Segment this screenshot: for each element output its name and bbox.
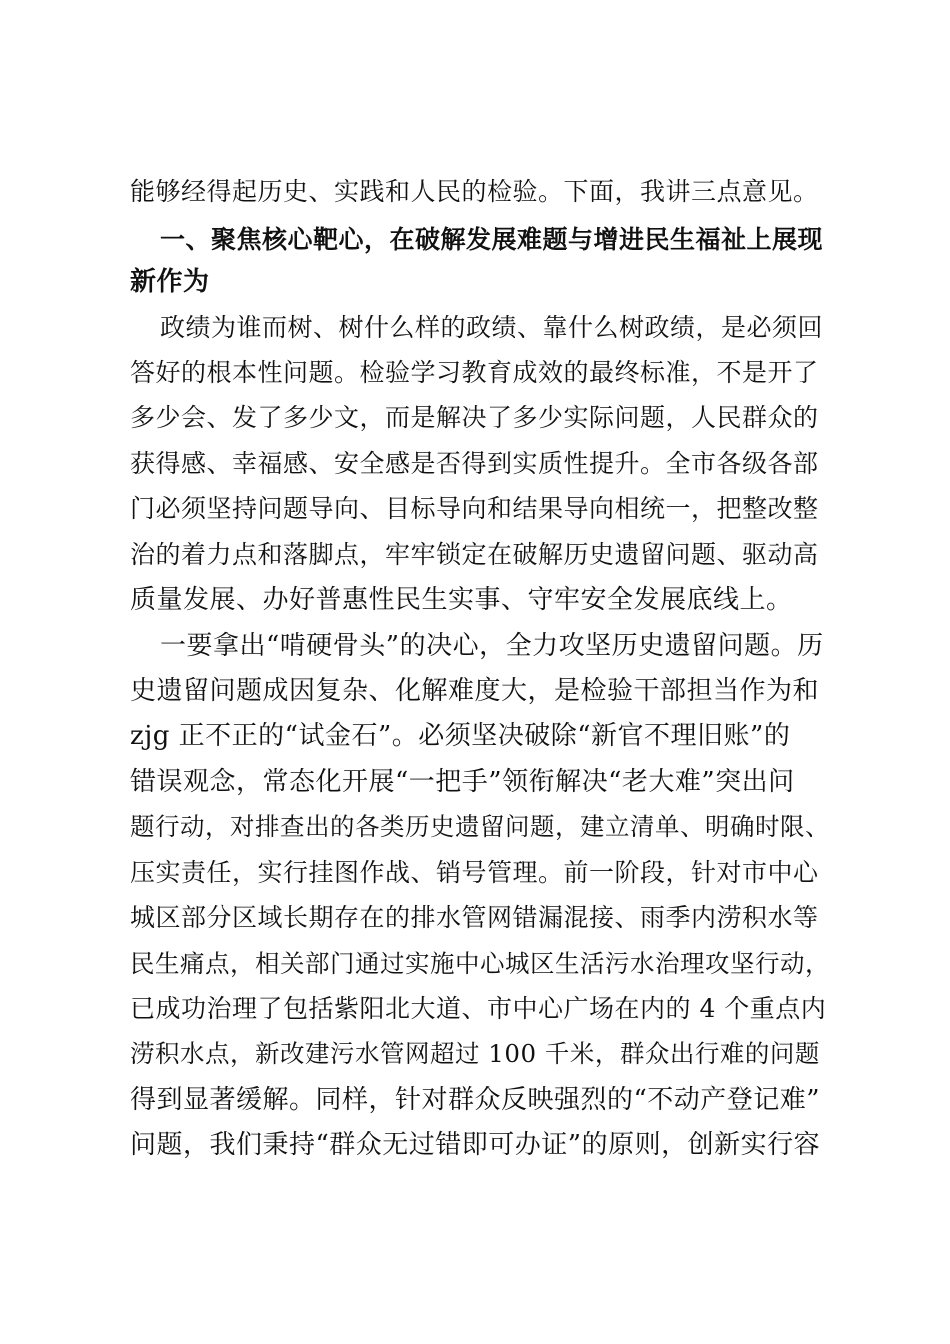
paragraph-line: 史遗留问题成因复杂、化解难度大，是检验干部担当作为和 bbox=[130, 676, 820, 706]
paragraph-line: 能够经得起历史、实践和人民的检验。下面，我讲三点意见。 bbox=[130, 177, 819, 206]
paragraph-line: 多少会、发了多少文，而是解决了多少实际问题，人民群众的 bbox=[130, 403, 819, 432]
paragraph-line: 得到显著缓解。同样，针对群众反映强烈的“不动产登记难” bbox=[130, 1085, 821, 1115]
section-heading-line: 一、聚焦核心靶心，在破解发展难题与增进民生福祉上展现 bbox=[160, 225, 824, 254]
paragraph-line: 压实责任，实行挂图作战、销号管理。前一阶段，针对市中心 bbox=[130, 858, 819, 887]
paragraph-line: 涝积水点，新改建污水管网超过 100 千米，群众出行难的问题 bbox=[130, 1039, 820, 1068]
paragraph-line: 获得感、幸福感、安全感是否得到实质性提升。全市各级各部 bbox=[130, 449, 819, 478]
paragraph-line: 城区部分区域长期存在的排水管网错漏混接、雨季内涝积水等 bbox=[130, 903, 819, 932]
paragraph-line: 已成功治理了包括紫阳北大道、市中心广场在内的 4 个重点内 bbox=[130, 994, 827, 1023]
paragraph-line: 门必须坚持问题导向、目标导向和结果导向相统一，把整改整 bbox=[130, 494, 819, 523]
paragraph-line: 答好的根本性问题。检验学习教育成效的最终标准，不是开了 bbox=[130, 358, 819, 387]
paragraph-line: 一要拿出“啃硬骨头”的决心，全力攻坚历史遗留问题。历 bbox=[160, 631, 824, 661]
paragraph-line: 错误观念，常态化开展“一把手”领衔解决“老大难”突出问 bbox=[130, 767, 795, 797]
paragraph-line: 问题，我们秉持“群众无过错即可办证”的原则，创新实行容 bbox=[130, 1130, 821, 1160]
paragraph-line: 题行动，对排查出的各类历史遗留问题，建立清单、明确时限、 bbox=[130, 812, 830, 841]
paragraph-line: 民生痛点，相关部门通过实施中心城区生活污水治理攻坚行动， bbox=[130, 949, 830, 978]
paragraph-line: 政绩为谁而树、树什么样的政绩、靠什么树政绩，是必须回 bbox=[160, 313, 824, 342]
paragraph-line: 治的着力点和落脚点，牢牢锁定在破解历史遗留问题、驱动高 bbox=[130, 540, 819, 569]
paragraph-line: 质量发展、办好普惠性民生实事、守牢安全发展底线上。 bbox=[130, 585, 793, 615]
section-heading-line: 新作为 bbox=[130, 267, 210, 297]
paragraph-line: zjg 正不正的“试金石”。必须坚决破除“新官不理旧账”的 bbox=[130, 721, 791, 751]
